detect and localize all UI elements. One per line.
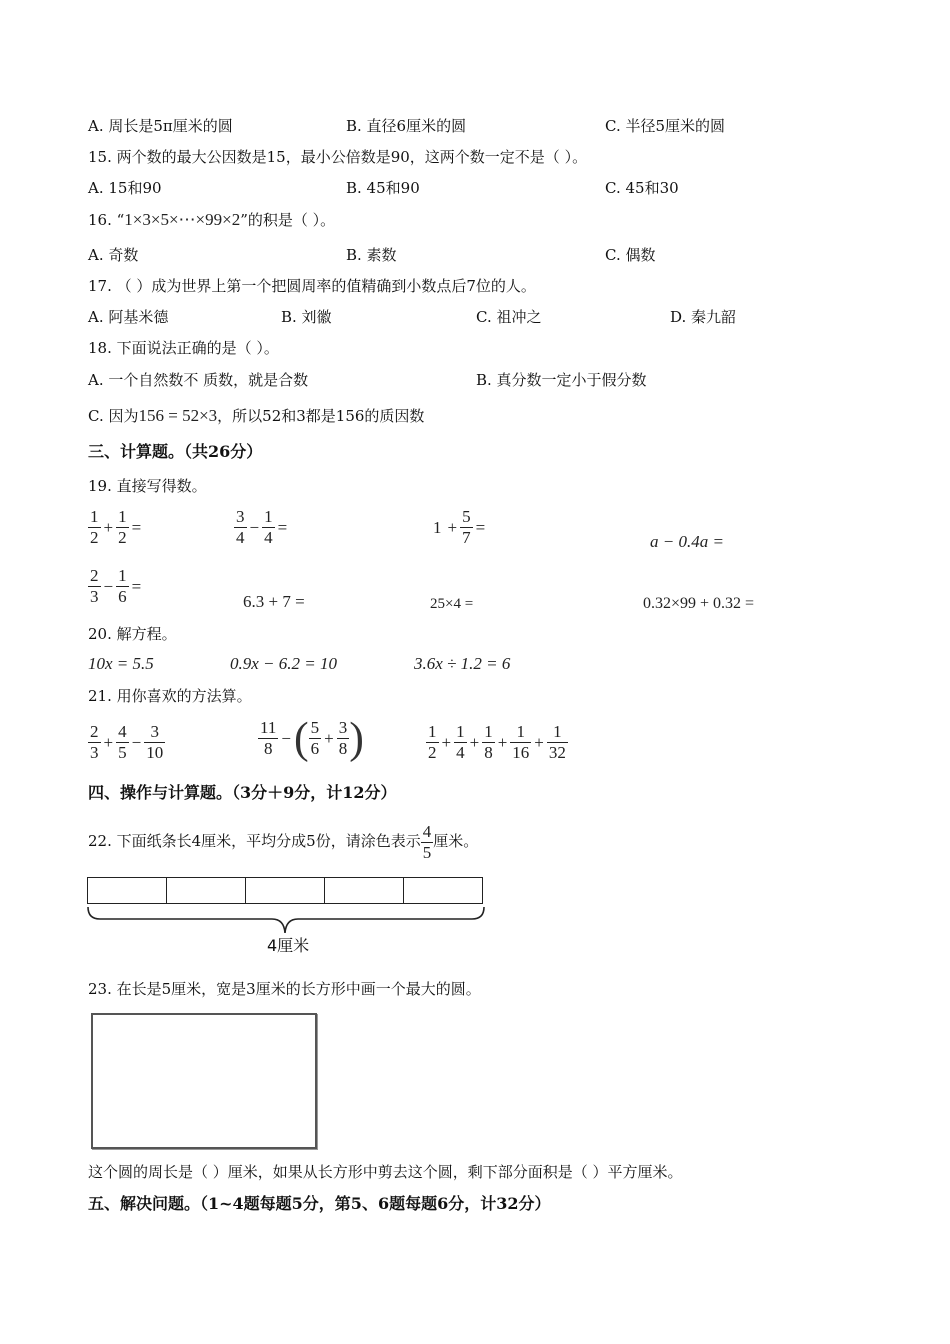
q18-option-b: B. 真分数一定小于假分数 (476, 371, 647, 389)
q18-option-a: A. 一个自然数不 质数，就是合数 (88, 371, 309, 389)
q14-option-b: B. 直径6厘米的圆 (346, 117, 467, 135)
section-4-title: 四、操作与计算题。（3分＋9分，计12分） (88, 783, 397, 802)
section-3-title: 三、计算题。（共26分） (88, 442, 263, 461)
fraction: $\frac{5}{6}$ (310, 718, 320, 758)
q15-option-b: B. 45和90 (346, 179, 420, 197)
rectangle-drawing-area[interactable] (91, 1013, 317, 1149)
q20-stem: 20. 解方程。 (88, 625, 177, 643)
fraction: $\frac{1}{2}$ (428, 722, 437, 762)
q19-expr-2: $\frac{3}{4}$ − $\frac{1}{4}$ = (236, 507, 288, 547)
q20-equation-3: 3.6x ÷ 1.2 = 6 (414, 654, 511, 673)
q20-equation-1: 10x = 5.5 (88, 654, 154, 673)
q16-option-b: B. 素数 (346, 246, 397, 264)
q22-stem-pre: 22. 下面纸条长4厘米，平均分成5份，请涂色表示 (88, 832, 421, 850)
q15-stem: 15. 两个数的最大公因数是15，最小公倍数是90，这两个数一定不是（ ）。 (88, 148, 588, 166)
q19-expr-5: $\frac{2}{3}$ − $\frac{1}{6}$ = (90, 566, 142, 606)
strip-segment[interactable] (404, 878, 482, 903)
q19-expr-6: 6.3 + 7 = (243, 592, 305, 611)
fraction: $\frac{3}{4}$ (236, 507, 245, 547)
strip-length-label: 4厘米 (267, 936, 310, 955)
fraction: $\frac{1}{8}$ (484, 722, 493, 762)
q14-option-a: A. 周长是5π厘米的圆 (88, 117, 233, 135)
q16-option-a: A. 奇数 (88, 246, 139, 264)
fraction: $\frac{1}{6}$ (118, 566, 127, 606)
q19-expr-4: a − 0.4a = (650, 532, 724, 551)
q19-expr-7: 25×4 = (430, 596, 474, 612)
fraction: $\frac{1}{2}$ (118, 507, 127, 547)
fraction: $\frac{2}{3}$ (90, 566, 99, 606)
fraction: $\frac{1}{4}$ (456, 722, 465, 762)
q16-expression: 1×3×5×⋯×99×2 (124, 210, 241, 229)
q20-equation-2: 0.9x − 6.2 = 10 (230, 654, 337, 673)
strip-segment[interactable] (246, 878, 325, 903)
q16-stem-post: ”的积是（ ）。 (240, 211, 336, 229)
q15-option-a: A. 15和90 (88, 179, 162, 197)
q21-expr-a: $\frac{2}{3}$ + $\frac{4}{5}$ − $\frac{3}{10}$ (90, 722, 164, 762)
fraction: $\frac{4}{5}$ (118, 722, 127, 762)
strip-segment[interactable] (167, 878, 246, 903)
q19-expr-3: 1 + $\frac{5}{7}$ = (433, 507, 486, 547)
fraction: $\frac{1}{32}$ (548, 722, 566, 762)
strip-brace (86, 905, 486, 939)
q15-option-c: C. 45和30 (605, 179, 679, 197)
q19-expr-1: $\frac{1}{2}$ + $\frac{1}{2}$ = (90, 507, 142, 547)
q16-stem-pre: 16. “ (88, 211, 125, 229)
fraction: $\frac{1}{16}$ (512, 722, 530, 762)
q17-option-b: B. 刘徽 (281, 308, 332, 326)
q14-option-c: C. 半径5厘米的圆 (605, 117, 726, 135)
q23-stem: 23. 在长是5厘米，宽是3厘米的长方形中画一个最大的圆。 (88, 980, 481, 998)
q16-option-c: C. 偶数 (605, 246, 656, 264)
q18-option-c-post: ，所以52和3都是156的质因数 (217, 407, 425, 425)
q16-stem (88, 210, 335, 230)
q17-option-a: A. 阿基米德 (88, 308, 169, 326)
q19-expr-8: 0.32×99 + 0.32 = (643, 595, 755, 612)
q18-stem: 18. 下面说法正确的是（ ）。 (88, 339, 279, 357)
fraction: $\frac{3}{10}$ (146, 722, 164, 762)
q23-answer-line: 这个圆的周长是（ ）厘米，如果从长方形中剪去这个圆，剩下部分面积是（ ）平方厘米。 (88, 1163, 683, 1181)
q17-option-c: C. 祖冲之 (476, 308, 542, 326)
q18-option-c-expression: 156 = 52×3 (138, 406, 218, 425)
fraction: $\frac{5}{7}$ (462, 507, 471, 547)
fraction: $\frac{3}{8}$ (338, 718, 348, 758)
paper-strip[interactable] (87, 877, 483, 904)
strip-segment[interactable] (325, 878, 404, 903)
q18-option-c-pre: C. 因为 (88, 407, 139, 425)
q17-stem: 17. （ ）成为世界上第一个把圆周率的值精确到小数点后7位的人。 (88, 277, 536, 295)
q21-stem: 21. 用你喜欢的方法算。 (88, 687, 252, 705)
q22-stem (88, 818, 478, 864)
section-5-title: 五、解决问题。（1~4题每题5分，第5、6题每题6分，计32分） (88, 1194, 551, 1213)
fraction: $\frac{11}{8}$ (260, 718, 277, 758)
strip-segment[interactable] (88, 878, 167, 903)
q21-expr-c: $\frac{1}{2}$ + $\frac{1}{4}$ + $\frac{1}{8}$ + $\frac{1}{16}$ + $\frac{1}{32}$ (428, 722, 566, 762)
fraction: $\frac{4}{5}$ (422, 821, 432, 862)
fraction: $\frac{1}{4}$ (264, 507, 273, 547)
q19-stem: 19. 直接写得数。 (88, 477, 207, 495)
q17-option-d: D. 秦九韶 (670, 308, 737, 326)
q22-stem-post: 厘米。 (433, 832, 479, 850)
q21-expr-b: $\frac{11}{8}$ −( $\frac{5}{6}$ + $\frac{3}{8}$ ) (260, 713, 364, 763)
q18-option-c (88, 406, 424, 426)
fraction: $\frac{1}{2}$ (90, 507, 99, 547)
fraction: $\frac{2}{3}$ (90, 722, 99, 762)
